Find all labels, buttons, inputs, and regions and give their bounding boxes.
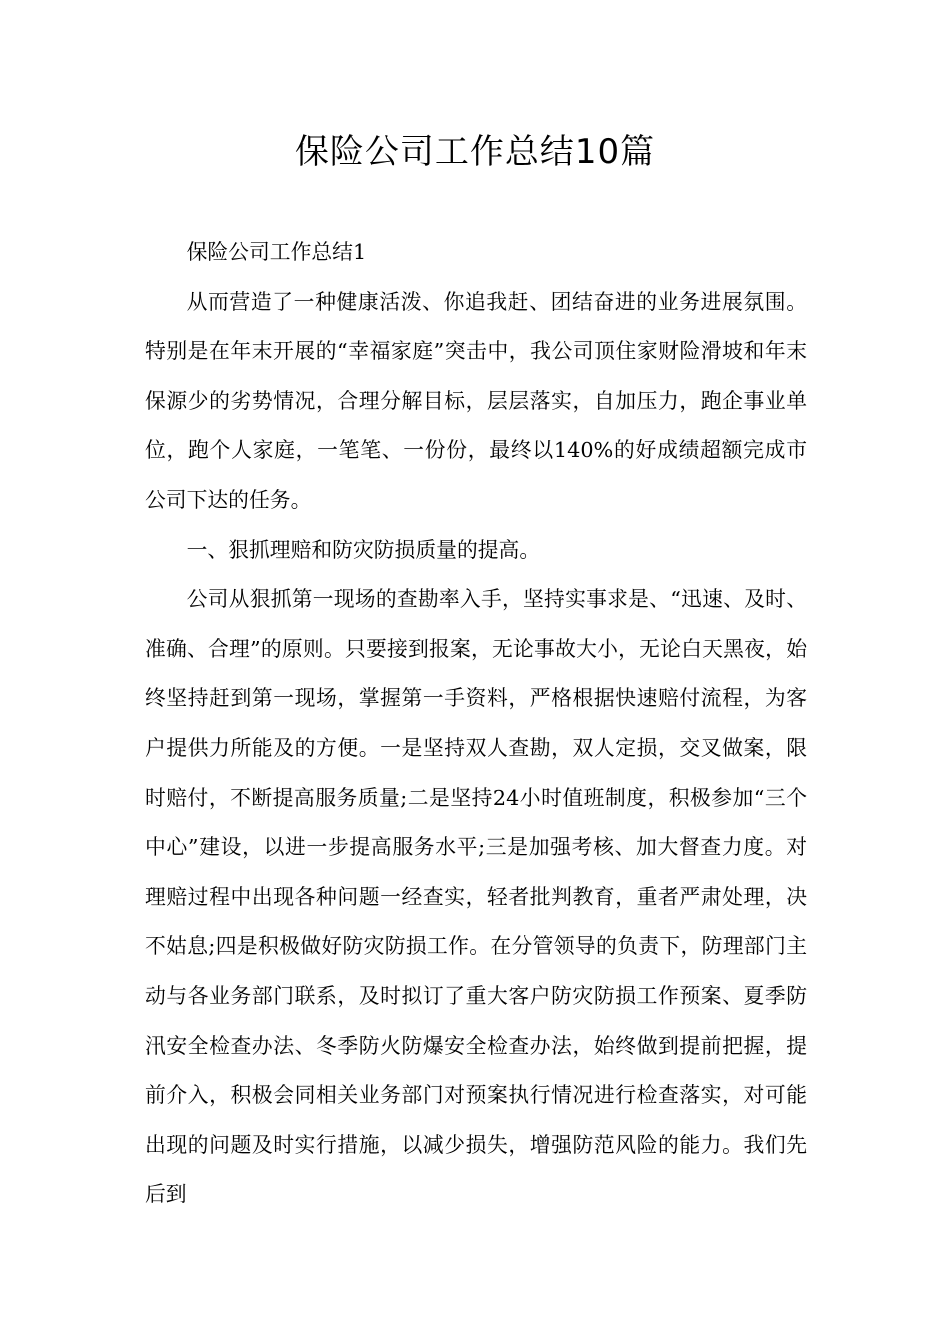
section-heading-claims: 一、狠抓理赔和防灾防损质量的提高。 [186, 537, 541, 562]
document-body [145, 228, 807, 1220]
document-title: 保险公司工作总结10篇 [294, 132, 656, 172]
section-subtitle: 保险公司工作总结1 [186, 240, 367, 264]
paragraph-intro: 从而营造了一种健康活泼、你追我赶、团结奋进的业务进展氛围。特别是在年末开展的“幸福家庭”突击中，我公司顶住家财险滑坡和年末保源少的劣势情况，合理分解目标，层层落实，自加压力，跑企事业单位，跑个人家庭，一笔笔、一份份，最终以140%的好成绩超额完成市公司下达的任务。 [145, 289, 807, 512]
paragraph-claims: 公司从狠抓第一现场的查勘率入手，坚持实事求是、“迅速、及时、准确、合理”的原则。只要接到报案，无论事故大小，无论白天黑夜，始终坚持赶到第一现场，掌握第一手资料，严格根据快速赔付流程，为客户提供力所能及的方便。一是坚持双人查勘，双人定损，交叉做案，限时赔付，不断提高服务质量;二是坚持24小时值班制度，积极参加“三个中心”建设，以进一步提高服务水平;三是加强考核、加大督查力度。对理赔过程中出现各种问题一经查实，轻者批判教育，重者严肃处理，决不姑息;四是积极做好防灾防损工作。在分管领导的负责下，防理部门主动与各业务部门联系，及时拟订了重大客户防灾防损工作预案、夏季防汛安全检查办法、冬季防火防爆安全检查办法，始终做到提前把握，提前介入，积极会同相关业务部门对预案执行情况进行检查落实，对可能出现的问题及时实行措施，以减少损失，增强防范风险的能力。我们先后到 [145, 587, 807, 1207]
